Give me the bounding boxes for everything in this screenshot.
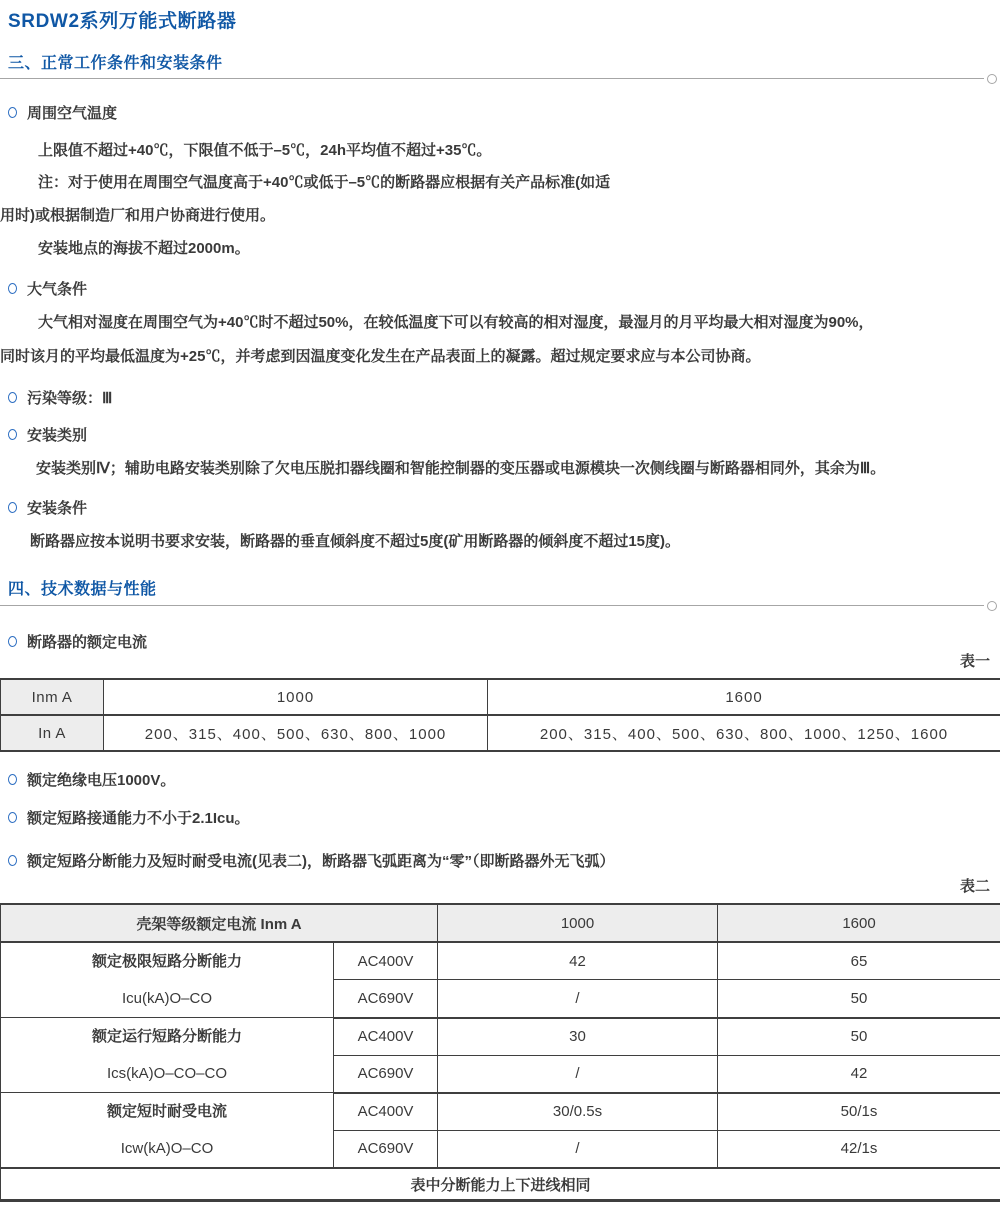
bullet-item-atmosphere (8, 278, 87, 298)
bullet-label: 额定绝缘电压1000V。 (27, 771, 176, 789)
circle-bullet-icon (8, 283, 17, 294)
table-cell: AC400V (334, 1093, 438, 1131)
table-cell: 200、315、400、500、630、800、1000、1250、1600 (488, 715, 1000, 751)
circle-bullet-icon (8, 812, 17, 823)
table-cell: 65 (718, 942, 1000, 980)
divider-end-dot-icon (987, 74, 997, 84)
table-cell: 42 (718, 1055, 1000, 1093)
bullet-item-making-capacity (8, 807, 250, 827)
row-header-line: 额定短时耐受电流 (106, 1103, 227, 1120)
table-cell: / (438, 980, 718, 1018)
paragraph-line: 用时)或根据制造厂和用户协商进行使用。 (0, 207, 275, 224)
table-cell: / (438, 1055, 718, 1093)
table-cell: AC400V (334, 942, 438, 980)
table-row (1, 1093, 1000, 1131)
table-breaking-capacity (0, 903, 1000, 1202)
bullet-item-installation-conditions (8, 497, 87, 517)
table-cell: 1600 (488, 679, 1000, 715)
row-header-cell: Inm A (1, 679, 104, 715)
row-header-line: Ics(kA)O–CO–CO (106, 1065, 227, 1082)
table-cell: 42/1s (718, 1130, 1000, 1168)
table-rated-current (0, 678, 1000, 752)
section-3-heading: 三、正常工作条件和安装条件 (8, 55, 223, 72)
table-row (1, 942, 1000, 980)
bullet-item-rated-current (8, 631, 147, 651)
row-header-line: Icu(kA)O–CO (121, 990, 212, 1007)
table-cell: 50/1s (718, 1093, 1000, 1131)
header-cell: 壳架等级额定电流 Inm A (1, 904, 438, 942)
table-cell: 50 (718, 1018, 1000, 1056)
paragraph-line: 断路器应按本说明书要求安装，断路器的垂直倾斜度不超过5度(矿用断路器的倾斜度不超过15度)。 (30, 533, 681, 550)
table-footer-row (1, 1168, 1000, 1201)
section-divider (0, 78, 984, 79)
table-header-row (1, 904, 1000, 942)
table-cell: AC400V (334, 1018, 438, 1056)
bullet-label: 断路器的额定电流 (27, 633, 148, 651)
row-header-cell: In A (1, 715, 104, 751)
table-row (1, 1018, 1000, 1056)
bullet-label: 安装类别 (27, 426, 88, 444)
bullet-label: 周围空气温度 (27, 104, 118, 122)
row-header-line: 额定极限短路分断能力 (91, 953, 242, 970)
paragraph-line: 注：对于使用在周围空气温度高于+40℃或低于–5℃的断路器应根据有关产品标准(如适 (38, 174, 611, 191)
table-cell: 42 (438, 942, 718, 980)
row-header-cell (1, 942, 334, 1018)
row-header-line: 额定运行短路分断能力 (91, 1028, 242, 1045)
paragraph-line: 安装地点的海拔不超过2000m。 (38, 240, 250, 257)
table-cell: 30 (438, 1018, 718, 1056)
bullet-label: 额定短路接通能力不小于2.1Icu。 (27, 809, 250, 827)
paragraph-line: 大气相对湿度在周围空气为+40℃时不超过50%，在较低温度下可以有较高的相对湿度，最湿月的月平均最大相对湿度为90%， (38, 314, 874, 331)
page-title: SRDW2系列万能式断路器 (8, 11, 237, 32)
paragraph-line: 同时该月的平均最低温度为+25℃，并考虑到因温度变化发生在产品表面上的凝露。超过规定要求应与本公司协商。 (0, 348, 761, 365)
circle-bullet-icon (8, 502, 17, 513)
bullet-item-installation-category (8, 424, 87, 444)
circle-bullet-icon (8, 636, 17, 647)
row-header-cell (1, 1093, 334, 1169)
table-2-caption: 表二 (959, 878, 990, 895)
bullet-item-breaking-capacity (8, 850, 615, 870)
table-1-caption: 表一 (959, 653, 990, 670)
bullet-label: 污染等级：Ⅲ (27, 389, 113, 407)
table-cell: AC690V (334, 1055, 438, 1093)
table-cell: AC690V (334, 1130, 438, 1168)
section-divider (0, 605, 984, 606)
table-cell: 200、315、400、500、630、800、1000 (104, 715, 488, 751)
circle-bullet-icon (8, 855, 17, 866)
table-footer-note: 表中分断能力上下进线相同 (1, 1168, 1000, 1201)
header-cell: 1000 (438, 904, 718, 942)
bullet-label: 大气条件 (27, 280, 88, 298)
bullet-item-insulation-voltage (8, 769, 175, 789)
circle-bullet-icon (8, 107, 17, 118)
table-cell: 50 (718, 980, 1000, 1018)
table-row (1, 715, 1000, 751)
table-cell: 1000 (104, 679, 488, 715)
circle-bullet-icon (8, 392, 17, 403)
bullet-label: 安装条件 (27, 499, 88, 517)
row-header-line: Icw(kA)O–CO (120, 1140, 214, 1157)
row-header-cell (1, 1018, 334, 1093)
bullet-item-ambient-temp (8, 102, 117, 122)
paragraph-line: 安装类别Ⅳ；辅助电路安装类别除了欠电压脱扣器线圈和智能控制器的变压器或电源模块一次侧线圈与断路器相同外，其余为Ⅲ。 (36, 460, 886, 477)
table-cell: AC690V (334, 980, 438, 1018)
table-row (1, 679, 1000, 715)
section-4-heading: 四、技术数据与性能 (8, 581, 157, 598)
paragraph-line: 上限值不超过+40℃，下限值不低于–5℃，24h平均值不超过+35℃。 (38, 142, 492, 159)
header-cell: 1600 (718, 904, 1000, 942)
bullet-label: 额定短路分断能力及短时耐受电流(见表二)，断路器飞弧距离为“零”（即断路器外无飞弧） (27, 852, 615, 870)
circle-bullet-icon (8, 774, 17, 785)
bullet-item-pollution-degree (8, 387, 112, 407)
table-cell: 30/0.5s (438, 1093, 718, 1131)
divider-end-dot-icon (987, 601, 997, 611)
circle-bullet-icon (8, 429, 17, 440)
table-cell: / (438, 1130, 718, 1168)
